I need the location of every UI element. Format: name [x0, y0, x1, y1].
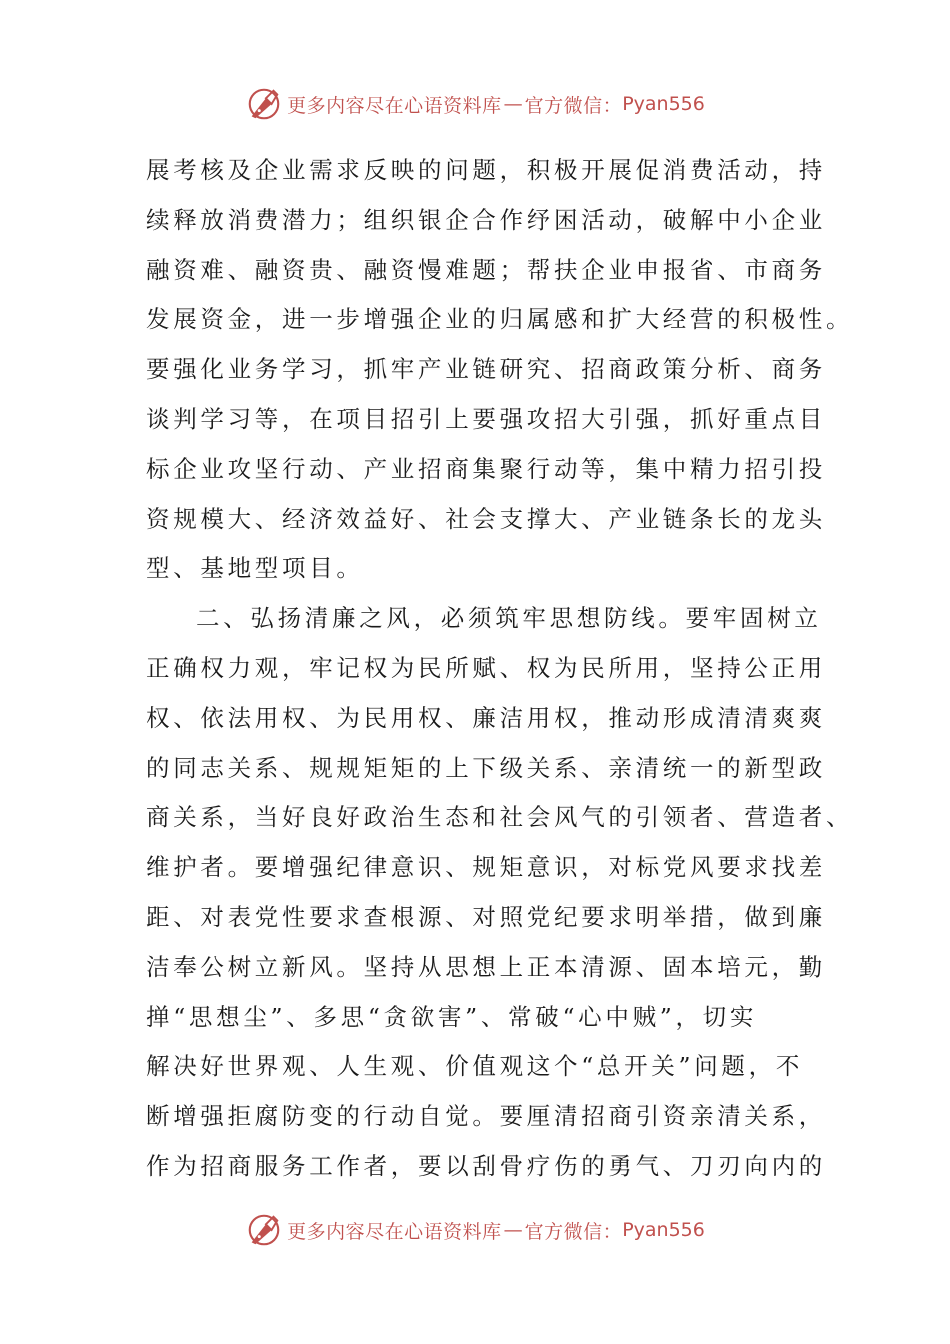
body-line: 展考核及企业需求反映的问题，积极开展促消费活动，持	[146, 156, 826, 184]
body-line: 资规模大、经济效益好、社会支撑大、产业链条长的龙头	[146, 504, 826, 533]
banner-separator: —	[503, 93, 523, 115]
body-line: 洁奉公树立新风。坚持从思想上正本清源、固本培元，勤	[146, 952, 826, 981]
banner-wechat-id: Pyan556	[622, 1219, 705, 1241]
banner-wechat-label: 官方微信：	[524, 1220, 623, 1243]
body-line: 商关系，当好良好政治生态和社会风气的引领者、营造者、	[146, 803, 854, 832]
body-line: 续释放消费潜力；组织银企合作纾困活动，破解中小企业	[146, 205, 826, 234]
banner-wechat-label: 官方微信：	[524, 94, 623, 117]
body-line: 维护者。要增强纪律意识、规矩意识，对标党风要求找差	[146, 853, 826, 882]
body-line: 的同志关系、规规矩矩的上下级关系、亲清统一的新型政	[146, 753, 826, 782]
body-line: 要强化业务学习，抓牢产业链研究、招商政策分析、商务	[146, 355, 826, 384]
footer-banner	[0, 1208, 950, 1252]
document-body	[146, 146, 854, 1192]
body-line: 标企业攻坚行动、产业招商集聚行动等，集中精力招引投	[146, 454, 826, 483]
section-heading-line: 二、弘扬清廉之风，必须筑牢思想防线。要牢固树立	[196, 604, 822, 633]
banner-wechat-id: Pyan556	[622, 93, 705, 115]
body-line: 解决好世界观、人生观、价值观这个“总开关”问题，不	[146, 1052, 804, 1081]
banner-slogan: 更多内容尽在心语资料库	[287, 94, 502, 117]
body-line: 掸“思想尘”、多思“贪欲害”、常破“心中贼”，切实	[146, 1002, 758, 1031]
body-line: 断增强拒腐防变的行动自觉。要厘清招商引资亲清关系，	[146, 1102, 826, 1131]
body-line: 融资难、融资贵、融资慢难题；帮扶企业申报省、市商务	[146, 255, 826, 284]
pen-nib-logo-icon	[245, 1211, 283, 1249]
body-line: 作为招商服务工作者，要以刮骨疗伤的勇气、刀刃向内的	[146, 1151, 826, 1180]
pen-nib-logo-icon	[245, 85, 283, 123]
body-line: 谈判学习等，在项目招引上要强攻招大引强，抓好重点目	[146, 404, 826, 433]
body-line: 距、对表党性要求查根源、对照党纪要求明举措，做到廉	[146, 902, 826, 931]
banner-separator: —	[503, 1219, 523, 1241]
banner-slogan: 更多内容尽在心语资料库	[287, 1220, 502, 1243]
header-banner	[0, 82, 950, 126]
body-line: 权、依法用权、为民用权、廉洁用权，推动形成清清爽爽	[146, 703, 826, 732]
body-line: 型、基地型项目。	[146, 554, 364, 583]
body-line: 发展资金，进一步增强企业的归属感和扩大经营的积极性。	[146, 305, 854, 334]
body-line: 正确权力观，牢记权为民所赋、权为民所用，坚持公正用	[146, 653, 826, 682]
